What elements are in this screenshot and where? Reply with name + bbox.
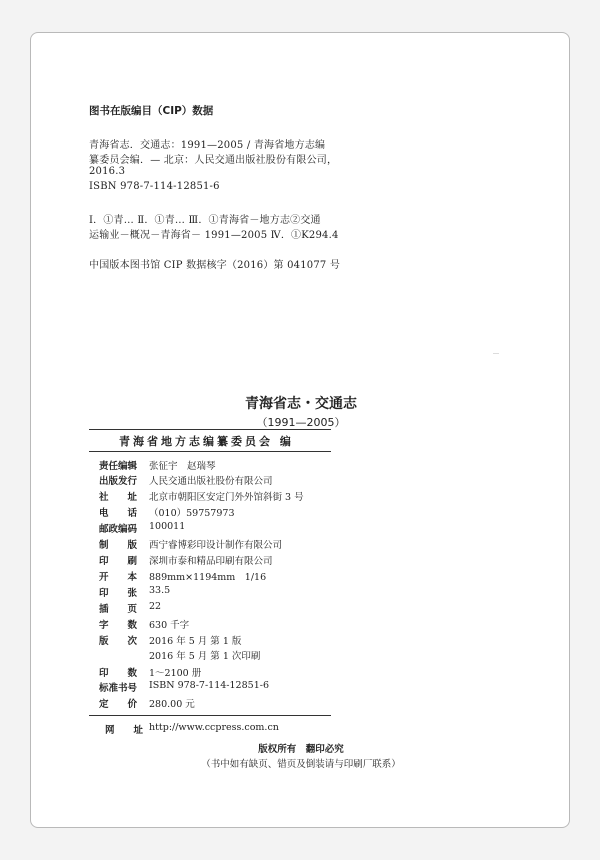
detail-value: 西宁睿博彩印设计制作有限公司 [149, 540, 283, 551]
book-period: （1991—2005） [256, 416, 346, 429]
defect-notice: （书中如有缺页、错页及倒装请与印刷厂联系） [201, 759, 401, 770]
book-title: 青海省志・交通志 [245, 396, 357, 412]
detail-value: 深圳市泰和精品印刷有限公司 [149, 556, 273, 567]
detail-value: 2016 年 5 月 第 1 次印刷 [149, 651, 261, 662]
detail-label: 开 本 [99, 572, 138, 583]
compiler-rule [89, 451, 331, 452]
detail-label: 定 价 [99, 699, 138, 710]
detail-label: 出版发行 [99, 476, 138, 487]
detail-value: ISBN 978-7-114-12851-6 [149, 680, 269, 691]
detail-label: 责任编辑 [99, 461, 138, 472]
detail-label: 印 刷 [99, 556, 138, 567]
rights-notice: 版权所有 翻印必究 [258, 744, 344, 755]
detail-label: 邮政编码 [99, 524, 138, 535]
detail-value: 33.5 [149, 585, 171, 596]
compiler: 青海省地方志编纂委员会 编 [119, 435, 294, 448]
detail-value: 人民交通出版社股份有限公司 [149, 476, 273, 487]
detail-value: 630 千字 [149, 620, 190, 631]
detail-label: 印 数 [99, 668, 138, 679]
detail-value: 1～2100 册 [149, 668, 202, 679]
cip-isbn: ISBN 978-7-114-12851-6 [89, 181, 220, 192]
detail-label: 字 数 [99, 620, 138, 631]
cip-subject-line-1: Ⅰ．①青… Ⅱ．①青… Ⅲ．①青海省－地方志②交通 [89, 215, 321, 226]
cip-record-number: 中国版本图书馆 CIP 数据核字（2016）第 041077 号 [89, 260, 341, 271]
detail-label: 社 址 [99, 492, 138, 503]
detail-label: 版 次 [99, 636, 138, 647]
detail-label: 电 话 [99, 508, 138, 519]
cip-line-3: 2016.3 [89, 166, 126, 177]
detail-value: 22 [149, 601, 162, 612]
title-rule [89, 429, 331, 430]
detail-value: 2016 年 5 月 第 1 版 [149, 636, 242, 647]
detail-label: 印 张 [99, 588, 138, 599]
copyright-page [30, 32, 570, 828]
detail-value: （010）59757973 [149, 508, 235, 519]
detail-label: 标准书号 [99, 683, 138, 694]
cip-line-1: 青海省志．交通志：1991—2005 / 青海省地方志编 [89, 140, 326, 151]
cip-line-2: 纂委员会编．— 北京：人民交通出版社股份有限公司， [89, 155, 338, 166]
cip-subject-line-2: 运输业－概况－青海省－ 1991—2005 Ⅳ．①K294.4 [89, 230, 339, 241]
detail-value: 100011 [149, 521, 186, 532]
detail-value: 北京市朝阳区安定门外外馆斜街 3 号 [149, 492, 304, 503]
website-label: 网 址 [105, 725, 144, 736]
detail-value: 张征宇 赵瑞琴 [149, 461, 216, 472]
detail-label: 插 页 [99, 604, 138, 615]
website-url[interactable]: http://www.ccpress.com.cn [149, 722, 279, 733]
detail-label: 制 版 [99, 540, 138, 551]
detail-value: 889mm×1194mm 1/16 [149, 572, 267, 583]
details-rule [89, 715, 331, 716]
cip-heading: 图书在版编目（CIP）数据 [89, 105, 214, 117]
faint-mark [493, 353, 499, 354]
detail-value: 280.00 元 [149, 699, 195, 710]
